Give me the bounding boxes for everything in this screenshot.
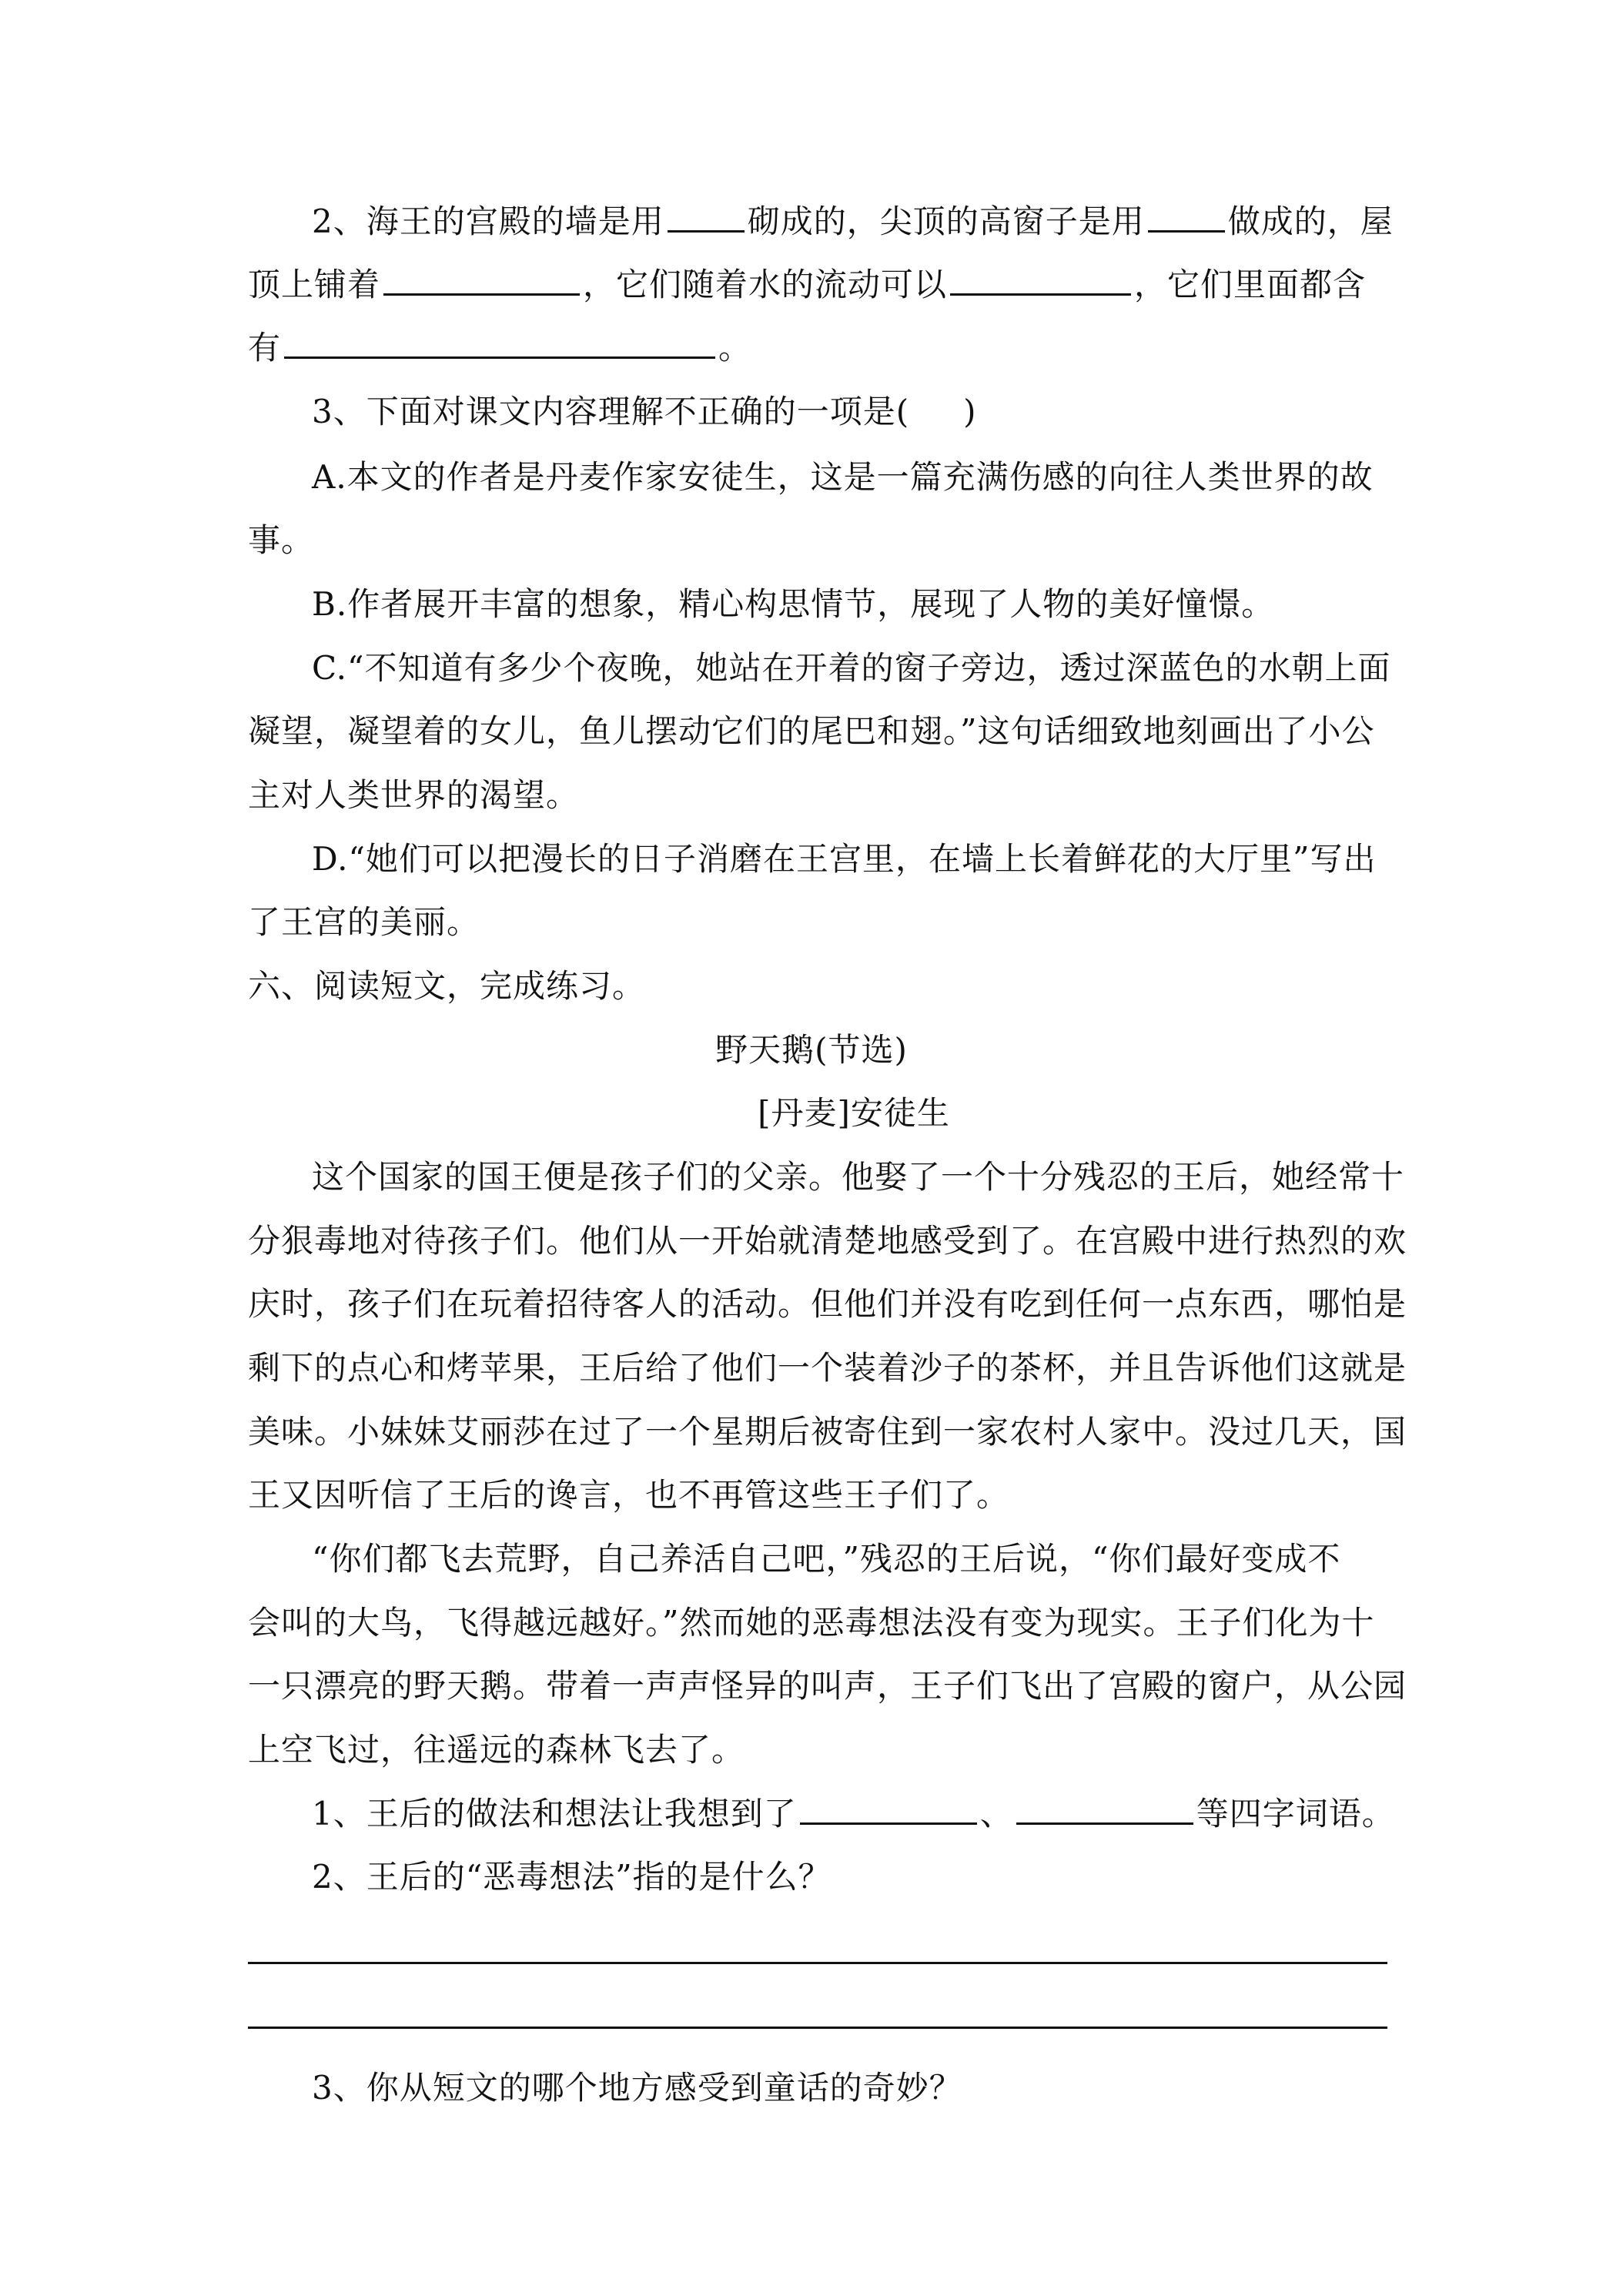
passage-line: 美味。小妹妹艾丽莎在过了一个星期后被寄住到一家农村人家中。没过几天，国 bbox=[248, 1413, 1407, 1451]
q3-option-a[interactable]: A.本文的作者是丹麦作家安徒生，这是一篇充满伤感的向往人类世界的故 bbox=[312, 458, 1374, 496]
q3-option-c-cont: 凝望，凝望着的女儿，鱼儿摆动它们的尾巴和翅。”这句话细致地刻画出了小公 bbox=[248, 712, 1375, 750]
answer-line[interactable] bbox=[248, 1962, 1387, 1964]
answer-blank[interactable] bbox=[800, 1792, 977, 1825]
q3-option-d-cont: 了王宫的美丽。 bbox=[248, 903, 480, 941]
passage-line: 一只漂亮的野天鹅。带着一声声怪异的叫声，王子们飞出了宫殿的窗户，从公园 bbox=[248, 1667, 1407, 1705]
q2-text: 2、海王的宫殿的墙是用 bbox=[312, 202, 664, 240]
q3-option-c[interactable]: C.“不知道有多少个夜晚，她站在开着的窗子旁边，透过深蓝色的水朝上面 bbox=[312, 649, 1391, 687]
q2-text: 顶上铺着 bbox=[248, 266, 381, 303]
answer-blank[interactable] bbox=[668, 199, 745, 233]
passage-line: 庆时，孩子们在玩着招待客人的活动。但他们并没有吃到任何一点东西，哪怕是 bbox=[248, 1285, 1407, 1323]
q3-stem-close: ) bbox=[963, 393, 977, 430]
q2-text: ，它们随着水的流动可以 bbox=[583, 266, 948, 303]
q2-text: 做成的，屋 bbox=[1227, 202, 1394, 240]
passage-line: “你们都飞去荒野，自己养活自己吧，”残忍的王后说，“你们最好变成不 bbox=[312, 1540, 1341, 1578]
q2-line-2 bbox=[248, 262, 1366, 308]
answer-blank[interactable] bbox=[1148, 199, 1225, 233]
q2-text: 。 bbox=[718, 329, 752, 366]
q2-text: ，它们里面都含 bbox=[1134, 266, 1367, 303]
sub-question-text: 等四字词语。 bbox=[1196, 1795, 1395, 1832]
answer-line[interactable] bbox=[248, 2027, 1387, 2029]
q3-option-b[interactable]: B.作者展开丰富的想象，精心构思情节，展现了人物的美好憧憬。 bbox=[312, 585, 1275, 623]
passage-title: 野天鹅(节选) bbox=[715, 1031, 908, 1069]
answer-blank[interactable] bbox=[1016, 1792, 1193, 1825]
passage-line: 上空飞过，往遥远的森林飞去了。 bbox=[248, 1731, 745, 1769]
sub-question-2: 2、王后的“恶毒想法”指的是什么？ bbox=[312, 1858, 832, 1896]
q2-text: 有 bbox=[248, 329, 282, 366]
sub-question-3: 3、你从短文的哪个地方感受到童话的奇妙？ bbox=[312, 2069, 962, 2107]
sub-question-1 bbox=[312, 1791, 1395, 1837]
q2-line-1 bbox=[312, 199, 1394, 245]
passage-line: 这个国家的国王便是孩子们的父亲。他娶了一个十分残忍的王后，她经常十 bbox=[312, 1158, 1405, 1196]
answer-blank[interactable] bbox=[950, 263, 1131, 296]
q2-line-3 bbox=[248, 325, 751, 371]
q3-option-c-cont: 主对人类世界的渴望。 bbox=[248, 776, 580, 814]
passage-author: [丹麦]安徒生 bbox=[758, 1094, 950, 1132]
sub-question-text: 、 bbox=[979, 1795, 1013, 1832]
passage-line: 分狠毒地对待孩子们。他们从一开始就清楚地感受到了。在宫殿中进行热烈的欢 bbox=[248, 1222, 1407, 1260]
q3-stem-text: 3、下面对课文内容理解不正确的一项是( bbox=[312, 393, 910, 430]
q3-stem bbox=[312, 389, 977, 435]
q3-option-d[interactable]: D.“她们可以把漫长的日子消磨在王宫里，在墙上长着鲜花的大厅里”写出 bbox=[312, 840, 1377, 878]
section-heading: 六、阅读短文，完成练习。 bbox=[248, 967, 646, 1005]
q3-option-a-cont: 事。 bbox=[248, 521, 315, 559]
passage-line: 王又因听信了王后的谗言，也不再管这些王子们了。 bbox=[248, 1476, 1010, 1514]
q2-text: 砌成的，尖顶的高窗子是用 bbox=[747, 202, 1145, 240]
answer-blank[interactable] bbox=[284, 326, 715, 359]
passage-line: 剩下的点心和烤苹果，王后给了他们一个装着沙子的茶杯，并且告诉他们这就是 bbox=[248, 1349, 1407, 1387]
passage-line: 会叫的大鸟，飞得越远越好。”然而她的恶毒想法没有变为现实。王子们化为十 bbox=[248, 1604, 1375, 1642]
answer-blank[interactable] bbox=[383, 263, 580, 296]
sub-question-text: 1、王后的做法和想法让我想到了 bbox=[312, 1795, 797, 1832]
